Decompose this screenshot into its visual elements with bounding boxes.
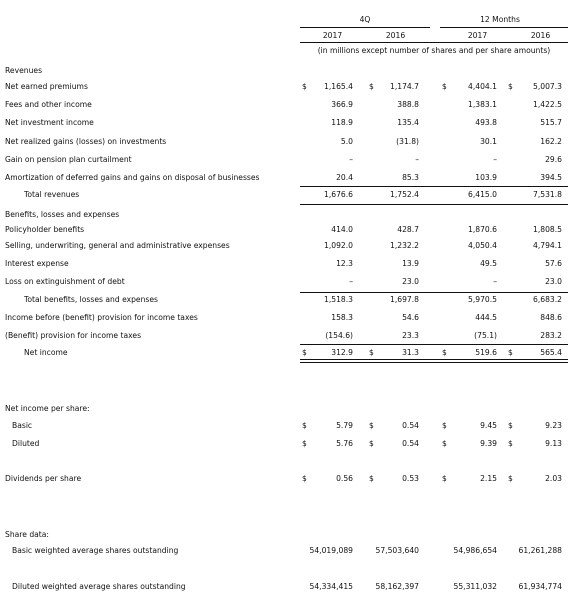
row-value: 118.9: [331, 118, 353, 127]
subtotal-rule-taxes: [300, 344, 568, 345]
row-value: 20.4: [336, 173, 353, 182]
dollar-sign: $: [302, 474, 307, 483]
row-value: (31.8): [396, 137, 419, 146]
double-rule-net-income: [300, 359, 568, 363]
row-value: 444.5: [475, 313, 497, 322]
total-rule-revenues: [300, 204, 568, 205]
row-value: 0.54: [402, 439, 419, 448]
row-value: 1,518.3: [324, 295, 353, 304]
row-value: 1,232.2: [390, 241, 419, 250]
row-label: Loss on extinguishment of debt: [5, 277, 125, 286]
subtotal-rule-expenses: [300, 292, 568, 293]
row-value: 0.56: [336, 474, 353, 483]
row-value: 5.0: [340, 137, 353, 146]
row-value: 0.54: [402, 421, 419, 430]
dollar-sign: $: [508, 474, 513, 483]
row-label: Total benefits, losses and expenses: [24, 295, 159, 304]
year-12m-2017: 2017: [467, 31, 488, 40]
header-rule-4q: [300, 27, 430, 28]
dollar-sign: $: [302, 439, 307, 448]
row-value: 31.3: [402, 348, 419, 357]
row-value: 515.7: [540, 118, 562, 127]
row-value: 13.9: [402, 259, 419, 268]
row-value: 283.2: [540, 331, 562, 340]
row-value: 23.0: [545, 277, 562, 286]
row-label: Basic weighted average shares outstanding: [12, 546, 179, 555]
row-label: (Benefit) provision for income taxes: [5, 331, 142, 340]
section-net-income-per-share: Net income per share:: [5, 404, 90, 413]
dollar-sign: $: [508, 421, 513, 430]
row-value: 135.4: [397, 118, 419, 127]
row-value: 7,531.8: [533, 190, 562, 199]
row-value: 1,697.8: [390, 295, 419, 304]
row-label: Amortization of deferred gains and gains on disposal of businesses: [5, 173, 260, 182]
subtotal-rule-revenues: [300, 186, 568, 187]
row-value: 1,808.5: [533, 225, 562, 234]
year-4q-2017: 2017: [322, 31, 343, 40]
row-value: (75.1): [474, 331, 497, 340]
year-4q-2016: 2016: [385, 31, 406, 40]
row-value: 9.13: [545, 439, 562, 448]
row-value: 5,970.5: [468, 295, 497, 304]
row-value: 12.3: [336, 259, 353, 268]
row-value: 848.6: [540, 313, 562, 322]
row-label: Gain on pension plan curtailment: [5, 155, 132, 164]
row-label: Fees and other income: [5, 100, 92, 109]
row-value: 1,092.0: [324, 241, 353, 250]
row-value: 428.7: [397, 225, 419, 234]
row-value: 1,752.4: [390, 190, 419, 199]
row-value: 6,415.0: [468, 190, 497, 199]
row-label: Dividends per share: [5, 474, 82, 483]
row-value: 388.8: [397, 100, 419, 109]
dollar-sign: $: [442, 421, 447, 430]
row-label: Diluted: [12, 439, 40, 448]
row-value: 23.3: [402, 331, 419, 340]
row-value: 57,503,640: [375, 546, 419, 555]
row-value: 493.8: [475, 118, 497, 127]
row-value: 6,683.2: [533, 295, 562, 304]
row-value: 519.6: [475, 348, 497, 357]
dollar-sign: $: [369, 82, 374, 91]
row-value: 1,870.6: [468, 225, 497, 234]
units-note: (in millions except number of shares and per share amounts): [317, 46, 551, 55]
row-value: 54,019,089: [309, 546, 353, 555]
dollar-sign: $: [369, 474, 374, 483]
row-value: 2.03: [545, 474, 562, 483]
row-value: 394.5: [540, 173, 562, 182]
row-value: 565.4: [540, 348, 562, 357]
row-value: 5.76: [336, 439, 353, 448]
row-label: Net earned premiums: [5, 82, 88, 91]
row-value: 54.6: [402, 313, 419, 322]
row-value: 4,794.1: [533, 241, 562, 250]
row-label: Total revenues: [24, 190, 80, 199]
row-value: 9.45: [480, 421, 497, 430]
dollar-sign: $: [302, 421, 307, 430]
row-value: 162.2: [540, 137, 562, 146]
row-value: 4,050.4: [468, 241, 497, 250]
row-value: –: [493, 277, 497, 286]
row-value: 366.9: [331, 100, 353, 109]
dollar-sign: $: [369, 421, 374, 430]
row-value: 29.6: [545, 155, 562, 164]
dollar-sign: $: [508, 82, 513, 91]
row-value: 103.9: [475, 173, 497, 182]
row-value: 54,334,415: [309, 582, 353, 591]
row-label: Basic: [12, 421, 33, 430]
row-label: Interest expense: [5, 259, 69, 268]
row-value: –: [415, 155, 419, 164]
row-label: Policyholder benefits: [5, 225, 85, 234]
section-share-data: Share data:: [5, 530, 49, 539]
row-label: Selling, underwriting, general and administrative expenses: [5, 241, 230, 250]
row-value: 0.53: [402, 474, 419, 483]
dollar-sign: $: [369, 439, 374, 448]
row-value: 1,422.5: [533, 100, 562, 109]
row-value: 49.5: [480, 259, 497, 268]
row-label: Diluted weighted average shares outstanding: [12, 582, 186, 591]
row-value: (154.6): [325, 331, 353, 340]
year-12m-2016: 2016: [530, 31, 551, 40]
row-value: 158.3: [331, 313, 353, 322]
row-value: 23.0: [402, 277, 419, 286]
row-value: 57.6: [545, 259, 562, 268]
header-4q: 4Q: [359, 15, 371, 24]
row-value: 5.79: [336, 421, 353, 430]
row-value: 1,174.7: [390, 82, 419, 91]
dollar-sign: $: [442, 82, 447, 91]
row-value: 312.9: [331, 348, 353, 357]
dollar-sign: $: [302, 82, 307, 91]
header-rule-12m: [440, 27, 568, 28]
year-rule: [300, 42, 568, 43]
row-value: –: [349, 155, 353, 164]
row-value: 9.39: [480, 439, 497, 448]
row-value: –: [493, 155, 497, 164]
dollar-sign: $: [302, 348, 307, 357]
row-value: 1,383.1: [468, 100, 497, 109]
dollar-sign: $: [369, 348, 374, 357]
header-12-months: 12 Months: [480, 15, 520, 24]
row-value: 58,162,397: [375, 582, 419, 591]
row-value: 55,311,032: [453, 582, 497, 591]
row-value: –: [349, 277, 353, 286]
row-value: 61,261,288: [518, 546, 562, 555]
section-revenues: Revenues: [5, 66, 43, 75]
row-value: 4,404.1: [468, 82, 497, 91]
row-label: Net realized gains (losses) on investments: [5, 137, 167, 146]
row-value: 61,934,774: [518, 582, 562, 591]
dollar-sign: $: [508, 348, 513, 357]
row-value: 9.23: [545, 421, 562, 430]
row-label: Net investment income: [5, 118, 94, 127]
row-value: 2.15: [480, 474, 497, 483]
row-value: 30.1: [480, 137, 497, 146]
row-value: 5,007.3: [533, 82, 562, 91]
row-value: 1,165.4: [324, 82, 353, 91]
dollar-sign: $: [442, 474, 447, 483]
section-benefits: Benefits, losses and expenses: [5, 210, 120, 219]
dollar-sign: $: [442, 348, 447, 357]
row-value: 85.3: [402, 173, 419, 182]
row-value: 54,986,654: [453, 546, 497, 555]
dollar-sign: $: [508, 439, 513, 448]
row-value: 414.0: [331, 225, 353, 234]
row-label: Net income: [24, 348, 68, 357]
row-value: 1,676.6: [324, 190, 353, 199]
row-label: Income before (benefit) provision for income taxes: [5, 313, 198, 322]
dollar-sign: $: [442, 439, 447, 448]
